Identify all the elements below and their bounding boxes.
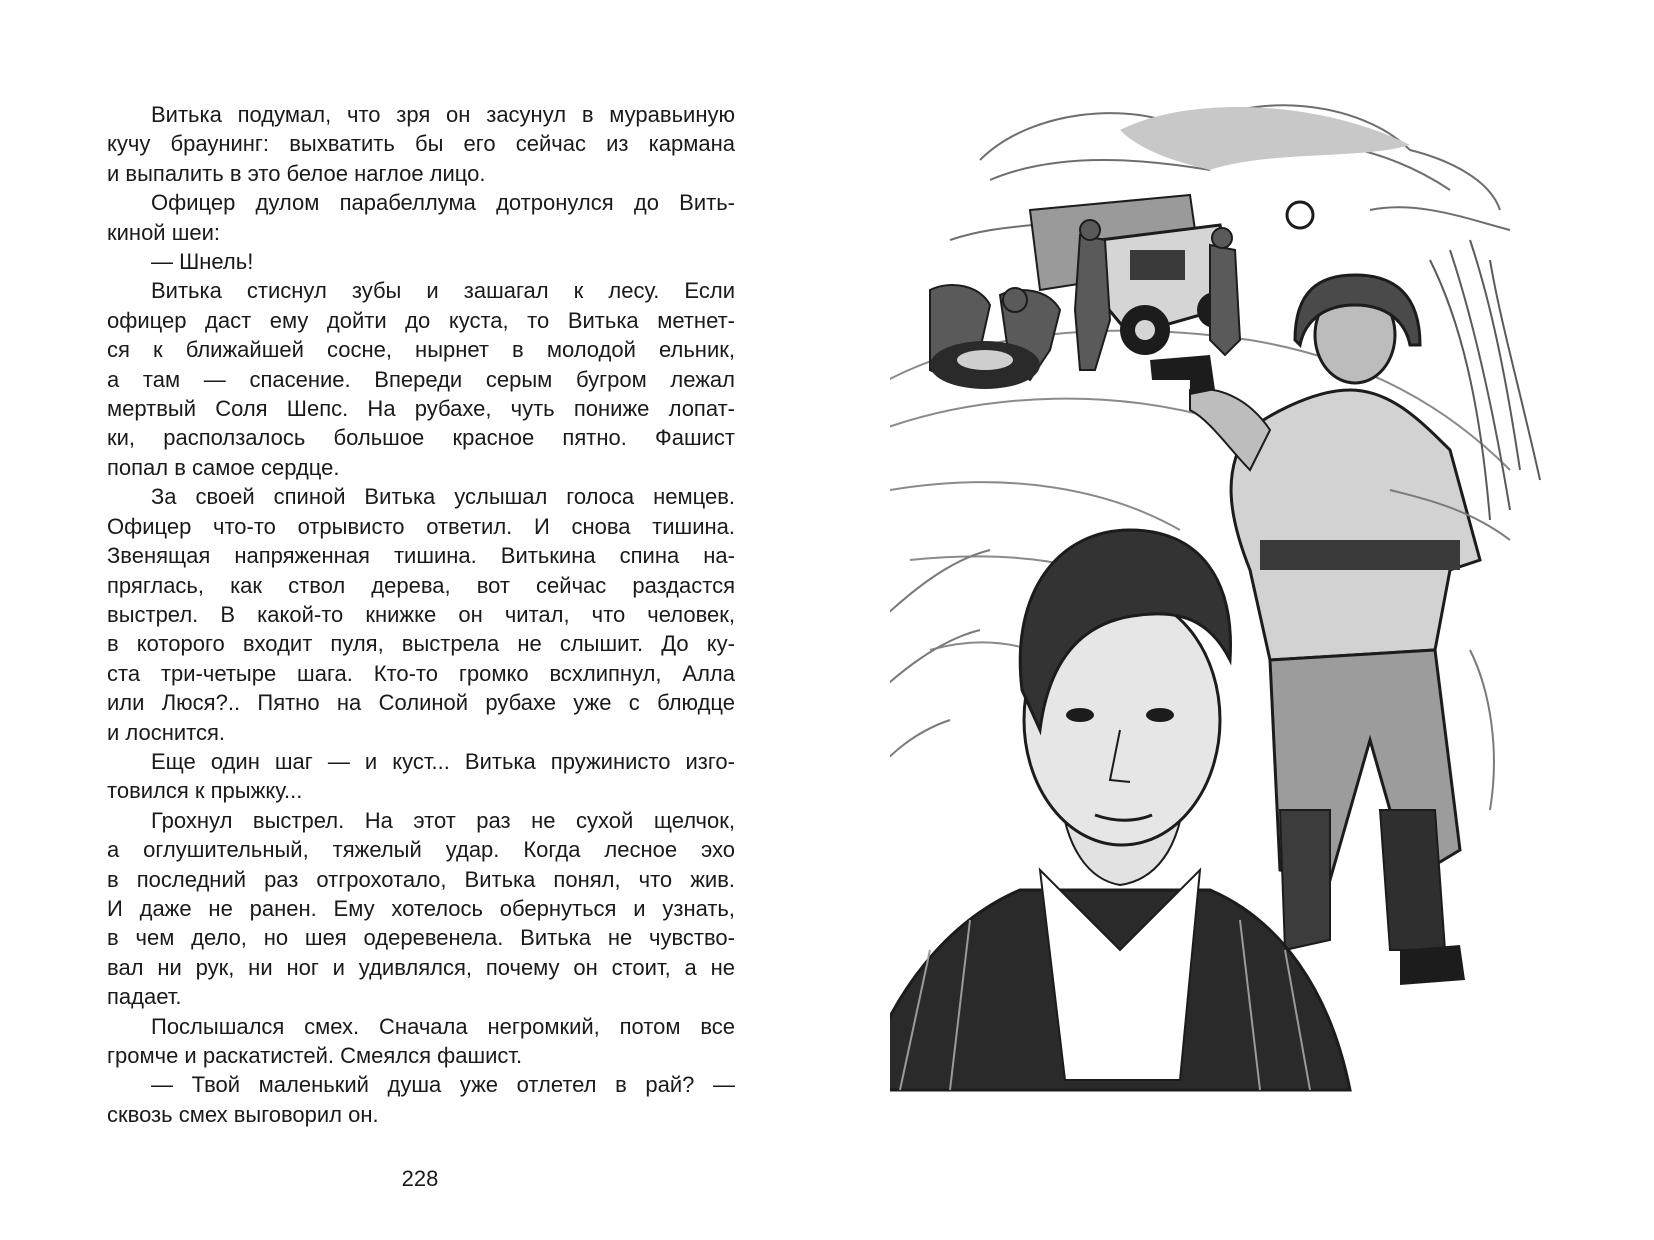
text-line: сквозь смех выговорил он. bbox=[107, 1101, 379, 1127]
text-line: громче и раскатистей. Смеялся фашист. bbox=[107, 1043, 523, 1068]
text-line: в чем дело, но шея одеревенела. Витька не чувство- bbox=[107, 925, 735, 951]
paragraph bbox=[107, 482, 735, 747]
text-line: И даже не ранен. Ему хотелось обернуться и узнать, bbox=[107, 895, 735, 921]
text-line: Витька подумал, что зря он засунул в муравьиную bbox=[151, 102, 735, 127]
text-line: Еще один шаг — и куст... Витька пружинисто изго- bbox=[151, 748, 735, 774]
text-line: киной шеи: bbox=[107, 219, 220, 245]
text-line: — Твой маленький душа уже отлетел в рай? — bbox=[151, 1072, 735, 1098]
text-line: выстрел. В какой-то книжке он читал, что человек, bbox=[107, 601, 735, 627]
truck bbox=[1030, 195, 1235, 355]
paragraph bbox=[107, 806, 735, 1012]
sun-icon bbox=[1287, 202, 1313, 228]
text-line: Офицер что-то отрывисто ответил. И снова тишина. bbox=[107, 513, 735, 539]
text-column bbox=[107, 100, 735, 1129]
illustration-drawing bbox=[890, 90, 1610, 1150]
text-line: офицер даст ему дойти до куста, то Витька метнет- bbox=[107, 307, 735, 333]
text-line: За своей спиной Витька услышал голоса немцев. bbox=[151, 484, 735, 510]
text-line: ки, расползалось большое красное пятно. Фашист bbox=[107, 425, 735, 451]
text-line: — Шнель! bbox=[151, 249, 254, 275]
paragraph bbox=[107, 1012, 735, 1071]
page-number: 228 bbox=[401, 1166, 439, 1191]
text-line: ста три-четыре шага. Кто-то громко всхлипнул, Алла bbox=[107, 660, 735, 686]
illustration bbox=[890, 90, 1610, 1150]
text-line: и выпалить в это белое наглое лицо. bbox=[107, 160, 486, 186]
text-line: товился к прыжку... bbox=[107, 778, 303, 804]
paragraph bbox=[107, 100, 735, 188]
text-line: и лоснится. bbox=[107, 719, 226, 745]
text-line: в последний раз отгрохотало, Витька понял, что жив. bbox=[107, 866, 735, 892]
text-line: Послышался смех. Сначала негромкий, потом все bbox=[151, 1013, 735, 1039]
text-line: мертвый Соля Шепс. На рубахе, чуть пониже лопат- bbox=[107, 396, 735, 422]
paragraph bbox=[107, 1070, 735, 1129]
text-line: или Люся?.. Пятно на Солиной рубахе уже с блюдце bbox=[107, 690, 735, 716]
text-line: Витька стиснул зубы и зашагал к лесу. Если bbox=[151, 278, 735, 304]
paragraph bbox=[107, 747, 735, 806]
text-line: ся к ближайшей сосне, нырнет в молодой ельник, bbox=[107, 337, 735, 363]
cloud-shade bbox=[1120, 107, 1410, 170]
spare-wheel bbox=[930, 341, 1040, 389]
text-line: кучу браунинг: выхватить бы его сейчас из кармана bbox=[107, 131, 735, 157]
text-line: а оглушительный, тяжелый удар. Когда лесное эхо bbox=[107, 837, 735, 863]
text-line: а там — спасение. Впереди серым бугром лежал bbox=[107, 366, 735, 392]
text-line: попал в самое сердце. bbox=[107, 454, 340, 480]
text-line: вал ни рук, ни ног и удивлялся, почему он стоит, а не bbox=[107, 954, 735, 980]
text-line: Грохнул выстрел. На этот раз не сухой щелчок, bbox=[151, 807, 735, 833]
text-line: падает. bbox=[107, 984, 182, 1010]
paragraph bbox=[107, 188, 735, 247]
text-line: пряглась, как ствол дерева, вот сейчас раздастся bbox=[107, 572, 735, 598]
paragraph bbox=[107, 247, 735, 276]
text-line: Звенящая напряженная тишина. Витькина спина на- bbox=[107, 543, 735, 569]
text-line: Офицер дулом парабеллума дотронулся до Вить- bbox=[151, 190, 735, 216]
paragraph bbox=[107, 276, 735, 482]
text-line: в которого входит пуля, выстрела не слышит. До ку- bbox=[107, 631, 735, 657]
